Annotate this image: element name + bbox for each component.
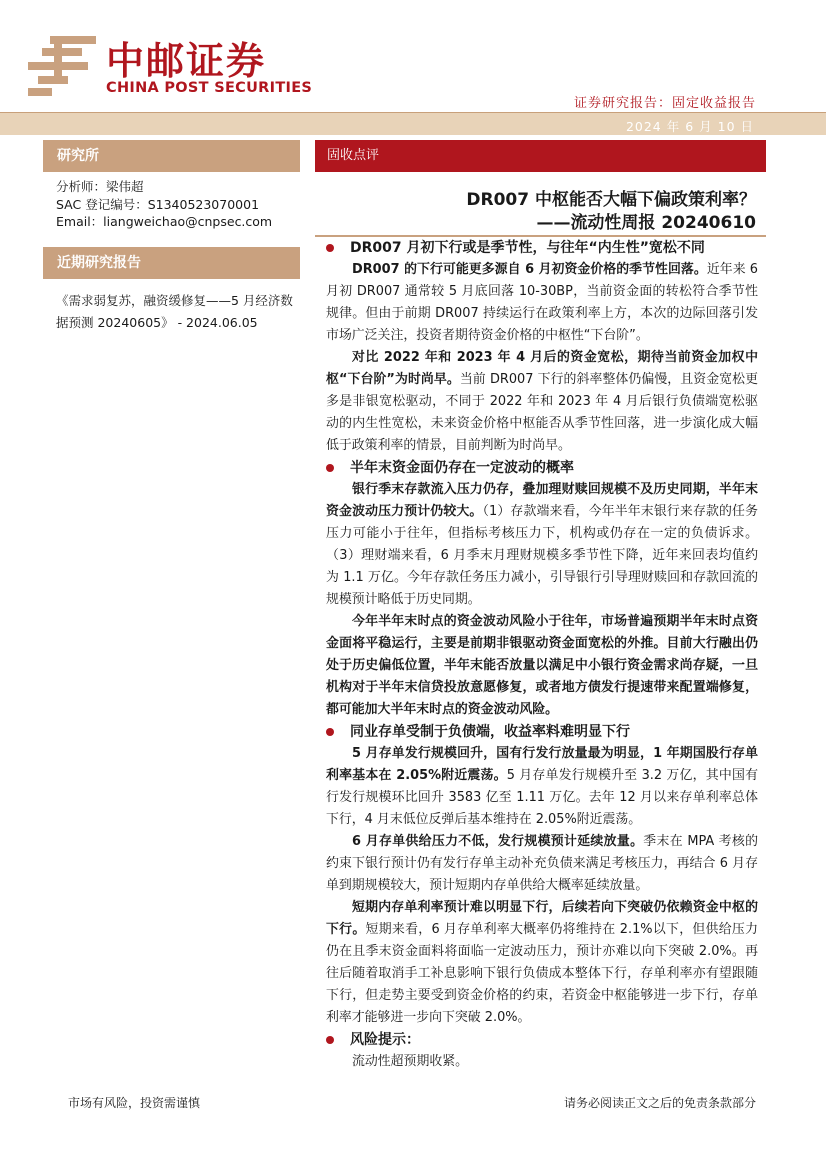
report-type: 证券研究报告：固定收益报告 — [573, 96, 756, 111]
section-heading: 同业存单受制于负债端，收益率料难明显下行 — [326, 721, 758, 743]
section-heading: DR007 月初下行或是季节性，与往年“内生性”宽松不同 — [326, 237, 758, 259]
analyst-name: 分析师：梁伟超 — [56, 179, 144, 194]
bullet-icon — [326, 1036, 334, 1044]
recent-reports-heading: 近期研究报告 — [43, 247, 300, 279]
china-post-logo-icon — [28, 34, 98, 96]
sac-number: SAC 登记编号：S1340523070001 — [56, 196, 260, 212]
paragraph: 6 月存单供给压力不低，发行规模预计延续放量。季末在 MPA 考核的约束下银行预计仍有发行存单主动补充负债来满足考核压力，再结合 6 月存单到期规模较大，预计短期内存单供给大概率延续放量。 — [326, 834, 758, 893]
analyst-email: Email：liangweichao@cnpsec.com — [56, 214, 273, 229]
paragraph: DR007 的下行可能更多源自 6 月初资金价格的季节性回落。近年来 6 月初 DR007 通常较 5 月底回落 10-30BP，当前资金面的转松符合季节性规律。但由于前期 DR007 持续运行在政策利率上方，本次的边际回落引发市场广泛关注，投资者期待资金价格的中枢性“下台阶”。 — [326, 262, 758, 343]
footer-risk-note: 市场有风险，投资需谨慎 — [68, 1096, 201, 1110]
bullet-icon — [326, 464, 334, 472]
paragraph: 今年半年末时点的资金波动风险小于往年，市场普遍预期半年末时点资金面将平稳运行，主要是前期非银驱动资金面宽松的外推。目前大行融出仍处于历史偏低位置，半年末能否放量以满足中小银行资金需求尚存疑，一旦机构对于半年末信贷投放意愿修复，或者地方债发行提速带来配置端修复，都可能加大半年末时点的资金波动风险。 — [326, 614, 758, 717]
paragraph: 短期内存单利率预计难以明显下行，后续若向下突破仍依赖资金中枢的下行。短期来看，6 月存单利率大概率仍将维持在 2.1%以下，但供给压力仍在且季末资金面料将面临一定波动压力，预计亦难以向下突破 2.0%。再往后随着取消手工补息影响下银行负债成本整体下行，存单利率亦有望跟随下行，但走势主要受到资金价格的约束，若资金中枢能够进一步下行，存单利率才能够进一步向下突破 2.0%。 — [326, 900, 758, 1025]
brand-name-cn: 中邮证券 — [106, 39, 267, 83]
category-bar: 固收点评 — [315, 140, 766, 172]
report-title: DR007 中枢能否大幅下偏政策利率？ — [466, 190, 756, 210]
report-date: 2024 年 6 月 10 日 — [625, 119, 754, 134]
paragraph: 对比 2022 年和 2023 年 4 月后的资金宽松，期待当前资金加权中枢“下台阶”为时尚早。当前 DR007 下行的斜率整体仍偏慢，且资金宽松更多是非银宽松驱动，不同于 2022 年和 2023 年 4 月后银行负债端宽松驱动的内生性宽松，未来资金价格中枢能否从季节性回落，进一步演化成大幅低于政策利率的情景，目前判断为时尚早。 — [326, 350, 758, 453]
brand-name-en: CHINA POST SECURITIES — [106, 80, 313, 96]
recent-report-item: 《需求弱复苏，融资缓修复——5 月经济数据预测 20240605》 - 2024.06.05 — [56, 293, 293, 330]
bullet-icon — [326, 244, 334, 252]
section-heading: 风险提示： — [326, 1029, 758, 1051]
bullet-icon — [326, 728, 334, 736]
institute-heading: 研究所 — [43, 140, 300, 172]
report-subtitle: ——流动性周报 20240610 — [536, 213, 756, 233]
paragraph: 5 月存单发行规模回升，国有行发行放量最为明显，1 年期国股行存单利率基本在 2.05%附近震荡。5 月存单发行规模升至 3.2 万亿，其中国有行发行规模环比回升 3583 亿至 1.11 万亿。去年 12 月以来存单利率总体下行，4 月末低位反弹后基本维持在 2.05%附近震荡。 — [326, 746, 758, 827]
paragraph: 银行季末存款流入压力仍存，叠加理财赎回规模不及历史同期，半年末资金波动压力预计仍较大。（1）存款端来看，今年半年末银行来存款的任务压力可能小于往年，但指标考核压力下，机构或仍存在一定的负债诉求。（3）理财端来看，6 月季末月理财规模多季节性下降，近年来回表均值约为 1.1 万亿。今年存款任务压力减小，引导银行引导理财赎回和存款回流的规模预计略低于历史同期。 — [326, 482, 758, 607]
risk-paragraph: 流动性超预期收紧。 — [352, 1054, 469, 1069]
section-heading: 半年末资金面仍存在一定波动的概率 — [326, 457, 758, 479]
analyst-info — [56, 178, 272, 231]
report-body — [326, 237, 758, 1073]
footer-disclaimer-note: 请务必阅读正文之后的免责条款部分 — [563, 1096, 756, 1110]
